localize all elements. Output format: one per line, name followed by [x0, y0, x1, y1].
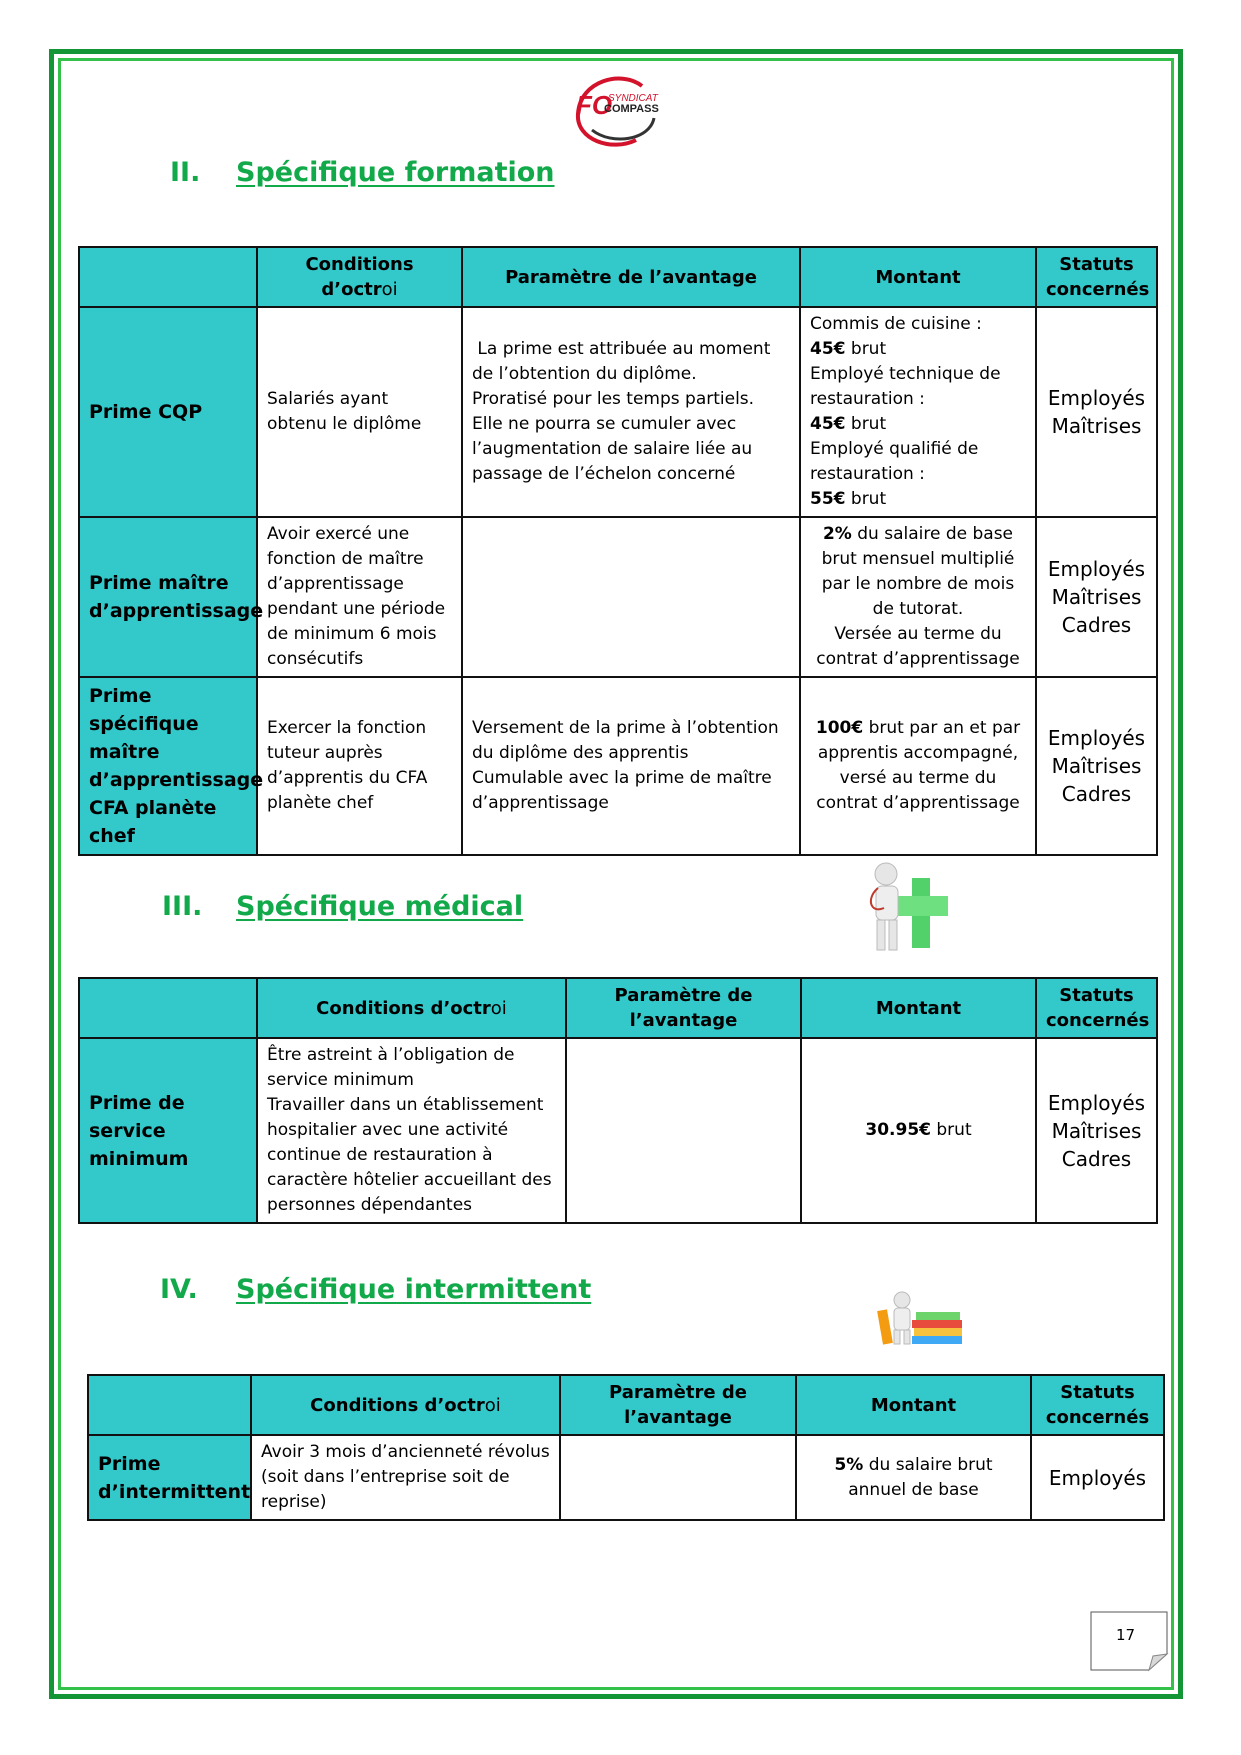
cell-conditions: Avoir exercé une fonction de maître d’apprentissage pendant une période de minimum 6 mois consécutifs — [257, 517, 462, 677]
row-label: Prime spécifique maître d’apprentissage CFA planète chef — [79, 677, 257, 855]
header-parametre: Paramètre de l’avantage — [462, 247, 800, 307]
table-row — [79, 307, 1157, 517]
table-row — [88, 1435, 1164, 1520]
cell-parametre — [462, 517, 800, 677]
section-title: Spécifique formation — [236, 157, 555, 188]
header-statuts: Statuts concernés — [1036, 247, 1157, 307]
cell-montant: 5% du salaire brut annuel de base — [796, 1435, 1031, 1520]
header-conditions: Conditions d’octroi — [257, 978, 566, 1038]
cell-conditions: Être astreint à l’obligation de service minimum Travailler dans un établissement hospitalier avec une activité continue de restauration à caractère hôtelier accueillant des personnes dépendantes — [257, 1038, 566, 1223]
header-montant: Montant — [796, 1375, 1031, 1435]
books-figure-icon — [874, 1290, 966, 1348]
cell-parametre: La prime est attribuée au moment de l’obtention du diplôme. Proratisé pour les temps partiels. Elle ne pourra se cumuler avec l’augmentation de salaire liée au passage de l’échelon concerné — [462, 307, 800, 517]
cell-parametre: Versement de la prime à l’obtention du diplôme des apprentis Cumulable avec la prime de maître d’apprentissage — [462, 677, 800, 855]
logo-compass-text: COMPASS — [604, 103, 659, 115]
header-parametre: Paramètre de l’avantage — [560, 1375, 796, 1435]
cell-montant: 100€ brut par an et par apprentis accompagné, versé au terme du contrat d’apprentissage — [800, 677, 1036, 855]
cell-montant: Commis de cuisine : 45€ brut Employé technique de restauration : 45€ brut Employé qualifié de restauration : 55€ brut — [800, 307, 1036, 517]
header-conditions: Conditions d’octroi — [257, 247, 462, 307]
logo-syndicat-text: SYNDICAT — [608, 93, 658, 104]
table-row — [79, 517, 1157, 677]
cell-parametre — [566, 1038, 801, 1223]
header-empty — [79, 247, 257, 307]
cell-conditions: Exercer la fonction tuteur auprès d’apprentis du CFA planète chef — [257, 677, 462, 855]
table-header-row — [79, 247, 1157, 307]
table-intermittent — [87, 1374, 1165, 1521]
header-parametre: Paramètre de l’avantage — [566, 978, 801, 1038]
cell-statuts: Employés Maîtrises — [1036, 307, 1157, 517]
row-label: Prime maître d’apprentissage — [79, 517, 257, 677]
cell-statuts: Employés Maîtrises Cadres — [1036, 677, 1157, 855]
header-montant: Montant — [800, 247, 1036, 307]
header-conditions: Conditions d’octroi — [251, 1375, 560, 1435]
row-label: Prime CQP — [79, 307, 257, 517]
section-number: II. — [170, 157, 201, 188]
row-label: Prime de service minimum — [79, 1038, 257, 1223]
header-empty — [88, 1375, 251, 1435]
header-statuts: Statuts concernés — [1031, 1375, 1164, 1435]
logo-fo-text: FO — [576, 90, 613, 120]
cell-statuts: Employés Maîtrises Cadres — [1036, 1038, 1157, 1223]
section-number: IV. — [160, 1274, 198, 1305]
header-statuts: Statuts concernés — [1036, 978, 1157, 1038]
table-row — [79, 677, 1157, 855]
header-empty — [79, 978, 257, 1038]
page-number: 17 — [1116, 1626, 1136, 1644]
medical-cross-figure-icon — [856, 858, 956, 960]
table-header-row — [88, 1375, 1164, 1435]
section-title: Spécifique médical — [236, 891, 524, 922]
cell-statuts: Employés Maîtrises Cadres — [1036, 517, 1157, 677]
table-row — [79, 1038, 1157, 1223]
cell-conditions: Avoir 3 mois d’ancienneté révolus (soit dans l’entreprise soit de reprise) — [251, 1435, 560, 1520]
header-montant: Montant — [801, 978, 1036, 1038]
table-formation — [78, 246, 1158, 856]
section-number: III. — [162, 891, 203, 922]
row-label: Prime d’intermittent — [88, 1435, 251, 1520]
table-medical — [78, 977, 1158, 1224]
section-title: Spécifique intermittent — [236, 1274, 592, 1305]
table-header-row — [79, 978, 1157, 1038]
cell-montant: 2% du salaire de base brut mensuel multiplié par le nombre de mois de tutorat. Versée au terme du contrat d’apprentissage — [800, 517, 1036, 677]
cell-conditions: Salariés ayant obtenu le diplôme — [257, 307, 462, 517]
cell-parametre — [560, 1435, 796, 1520]
cell-statuts: Employés — [1031, 1435, 1164, 1520]
cell-montant: 30.95€ brut — [801, 1038, 1036, 1223]
fo-syndicat-logo — [572, 74, 664, 152]
